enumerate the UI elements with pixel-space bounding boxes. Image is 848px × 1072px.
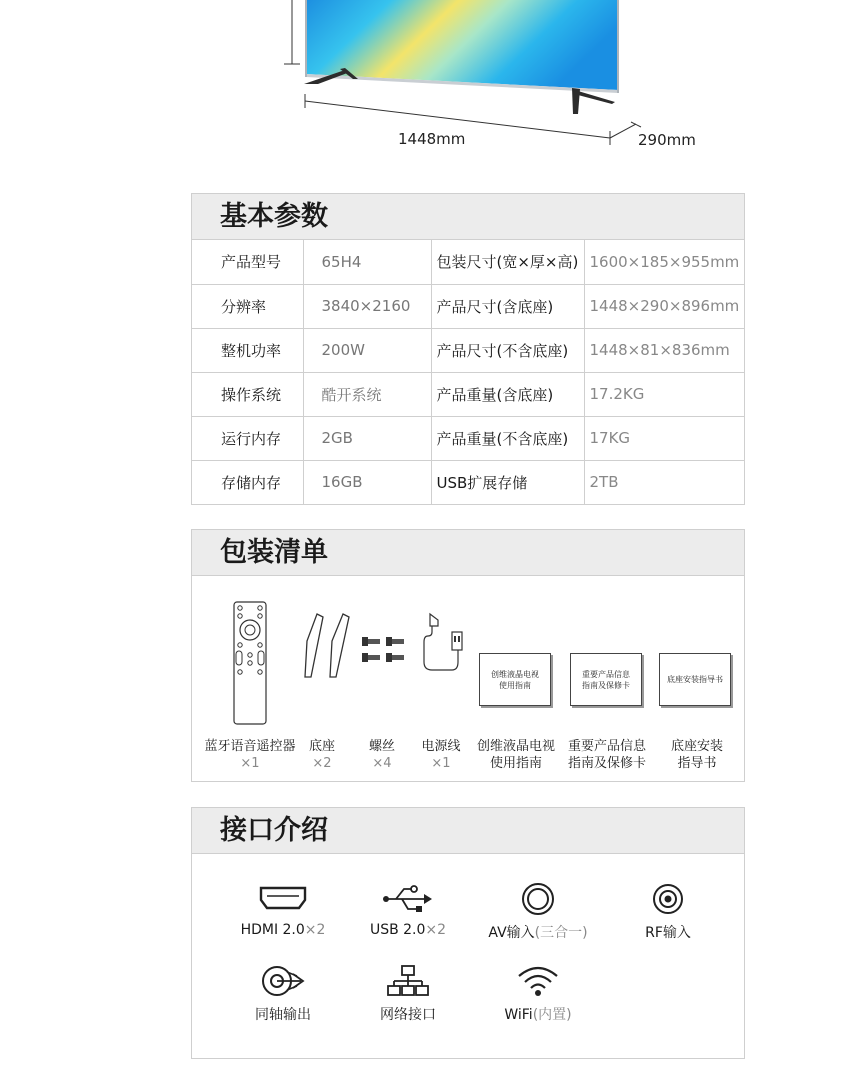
usb-icon (380, 882, 436, 916)
spec-key: 包装尺寸(宽×厚×高) (431, 240, 584, 284)
stand-guide-doc-icon: 底座安装指导书 (659, 653, 731, 706)
spec-key: 存储内存 (192, 460, 303, 504)
package-item-remote: 蓝牙语音遥控器 ×1 (204, 739, 296, 771)
spec-row (192, 372, 744, 416)
wifi-icon (516, 964, 560, 998)
section-title: 接口介绍 (192, 808, 744, 854)
av-icon (518, 882, 558, 916)
spec-row (192, 240, 744, 284)
port-rf: RF输入 (603, 882, 733, 942)
spec-row (192, 328, 744, 372)
package-item-tv-manual: 创维液晶电视 使用指南 (476, 739, 555, 771)
spec-value: 17.2KG (584, 372, 744, 416)
interfaces-section (191, 807, 745, 1059)
spec-value: 1448×81×836mm (584, 328, 744, 372)
spec-key: 操作系统 (192, 372, 303, 416)
ethernet-icon (386, 964, 430, 998)
port-coaxial: 同轴输出 (218, 964, 348, 1024)
package-item-stand: 底座 ×2 (308, 739, 335, 771)
spec-row (192, 416, 744, 460)
screw-icon (360, 635, 406, 665)
stand-icon (299, 611, 351, 681)
port-usb: USB 2.0×2 (343, 882, 473, 938)
port-wifi: WiFi(内置) (473, 964, 603, 1024)
basic-specs-section (191, 193, 745, 505)
rf-icon (648, 882, 688, 916)
coaxial-icon (257, 964, 309, 998)
package-item-power-cable: 电源线 ×1 (421, 739, 461, 771)
power-cable-icon (418, 612, 466, 708)
spec-key: 产品尺寸(不含底座) (431, 328, 584, 372)
spec-value: 65H4 (303, 240, 431, 284)
spec-key: USB扩展存储 (431, 460, 584, 504)
width-label: 1448mm (398, 130, 466, 148)
tv-dimension-drawing (0, 0, 848, 170)
package-item-screw: 螺丝 ×4 (368, 739, 395, 771)
spec-value: 2GB (303, 416, 431, 460)
spec-table (192, 240, 744, 504)
spec-key: 产品型号 (192, 240, 303, 284)
spec-value: 3840×2160 (303, 284, 431, 328)
spec-value: 17KG (584, 416, 744, 460)
section-title: 基本参数 (192, 194, 744, 240)
spec-row (192, 460, 744, 504)
spec-key: 产品重量(不含底座) (431, 416, 584, 460)
port-items (192, 854, 744, 1060)
spec-value: 1600×185×955mm (584, 240, 744, 284)
warranty-doc-icon: 重要产品信息 指南及保修卡 (570, 653, 642, 706)
port-ethernet: 网络接口 (343, 964, 473, 1024)
remote-icon (233, 601, 267, 725)
spec-key: 产品重量(含底座) (431, 372, 584, 416)
spec-value: 16GB (303, 460, 431, 504)
spec-value: 1448×290×896mm (584, 284, 744, 328)
package-item-warranty: 重要产品信息 指南及保修卡 (567, 739, 646, 771)
spec-value: 2TB (589, 473, 619, 492)
spec-key: 产品尺寸(含底座) (431, 284, 584, 328)
spec-value: 200W (303, 328, 431, 372)
tv-manual-doc-icon: 创维液晶电视 使用指南 (479, 653, 551, 706)
depth-label: 290mm (638, 131, 696, 149)
port-av: AV输入(三合一) (473, 882, 603, 942)
section-title: 包装清单 (192, 530, 744, 576)
spec-key: 运行内存 (192, 416, 303, 460)
package-list-section (191, 529, 745, 782)
port-hdmi: HDMI 2.0×2 (218, 882, 348, 938)
package-item-stand-guide: 底座安装 指导书 (670, 739, 723, 771)
spec-key: 整机功率 (192, 328, 303, 372)
depth-dimension-line (610, 124, 636, 138)
hdmi-icon (257, 882, 309, 916)
spec-row (192, 284, 744, 328)
package-items (192, 576, 744, 780)
spec-key: 分辨率 (192, 284, 303, 328)
spec-value: 酷开系统 (303, 372, 431, 416)
